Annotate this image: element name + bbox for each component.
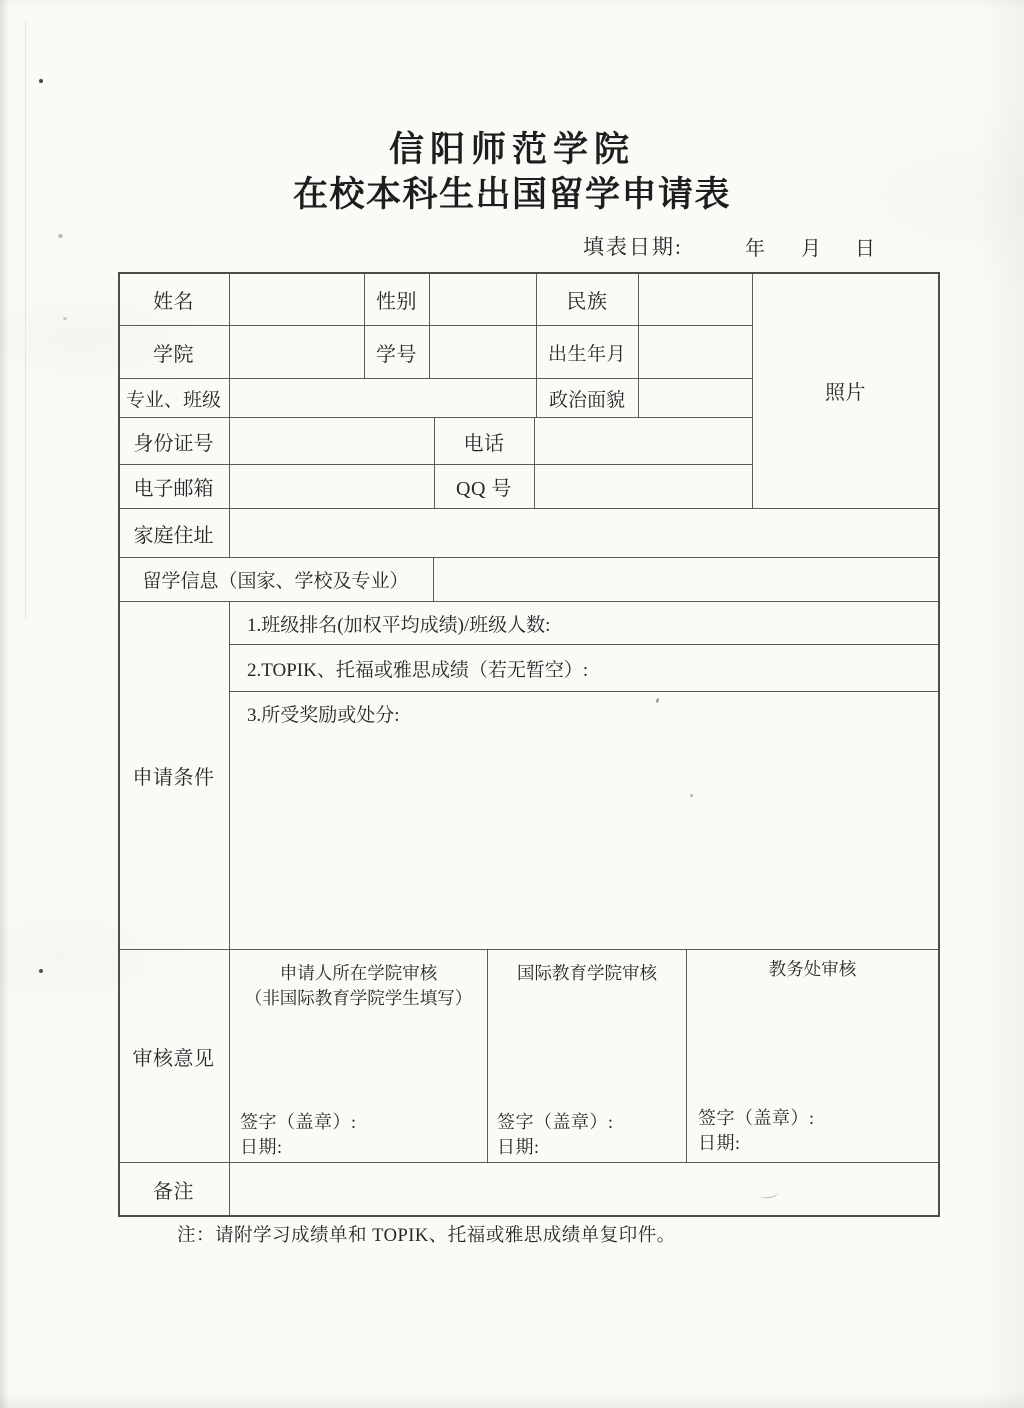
political-status-label: 政治面貌 [548, 389, 625, 411]
phone-value-cell [535, 418, 752, 464]
year-label: 年 [745, 238, 765, 260]
scan-speck [63, 317, 67, 320]
political-status-value-cell [639, 379, 752, 417]
college-review-title-line2: （非国际教育学院学生填写） [244, 988, 473, 1008]
condition-item-1: 1.班级排名(加权平均成绩)/班级人数: [247, 614, 551, 636]
page-title: 信阳师范学院 [388, 130, 635, 169]
month-label: 月 [801, 238, 821, 260]
scan-speck [39, 969, 43, 973]
email-value-cell [230, 465, 434, 508]
study-abroad-info-label: 留学信息（国家、学校及专业） [142, 571, 409, 592]
day-label: 日 [855, 238, 875, 260]
fill-date-label: 填表日期: [583, 235, 683, 259]
academic-office-review-title: 教务处审核 [768, 959, 857, 979]
review-opinions-label: 审核意见 [132, 1047, 215, 1070]
sign-seal-label: 签字（盖章）: [698, 1108, 815, 1128]
condition-item-3: 3.所受奖励或处分: [247, 704, 400, 726]
sign-date-label: 日期: [240, 1136, 283, 1157]
major-class-value-cell [230, 379, 536, 417]
scan-speck [39, 79, 43, 83]
home-address-value-cell [230, 509, 938, 557]
id-number-value-cell [230, 418, 434, 464]
qq-label: QQ 号 [456, 478, 512, 500]
condition-item-2: 2.TOPIK、托福或雅思成绩（若无暂空）: [247, 659, 589, 681]
college-review-title-line1: 申请人所在学院审核 [279, 963, 438, 983]
table-border-bottom [118, 1215, 940, 1217]
intl-college-review-title: 国际教育学院审核 [517, 963, 657, 983]
college-label: 学院 [153, 343, 194, 366]
sign-seal-label: 签字（盖章）: [240, 1112, 357, 1132]
intl-college-review-sign-area [497, 1110, 614, 1159]
ethnicity-label: 民族 [566, 290, 608, 313]
college-review-sign-area [240, 1110, 357, 1159]
gender-value-cell [430, 273, 536, 325]
sign-date-label: 日期: [497, 1136, 540, 1157]
name-value-cell [230, 273, 364, 325]
qq-value-cell [535, 465, 752, 508]
academic-office-review-sign-area [698, 1106, 815, 1155]
footnote: 注：请附学习成绩单和 TOPIK、托福或雅思成绩单复印件。 [177, 1226, 676, 1246]
ethnicity-value-cell [639, 273, 752, 325]
study-abroad-info-value-cell [434, 558, 938, 601]
sign-seal-label: 签字（盖章）: [497, 1112, 614, 1132]
name-label: 姓名 [153, 290, 194, 313]
email-label: 电子邮箱 [133, 478, 214, 500]
student-id-label: 学号 [376, 343, 417, 366]
phone-label: 电话 [463, 432, 505, 455]
birth-date-value-cell [639, 326, 752, 378]
condition-item-3-space [230, 734, 938, 949]
photo-cell: 照片 [825, 382, 866, 404]
page-subtitle: 在校本科生出国留学申请表 [292, 175, 731, 214]
major-class-label: 专业、班级 [125, 389, 221, 411]
student-id-value-cell [430, 326, 536, 378]
scan-edge-line [25, 20, 26, 620]
gender-label: 性别 [376, 290, 417, 313]
college-value-cell [230, 326, 364, 378]
remarks-value-cell [230, 1163, 938, 1215]
home-address-label: 家庭住址 [133, 524, 214, 547]
birth-date-label: 出生年月 [547, 343, 626, 365]
id-number-label: 身份证号 [133, 432, 214, 455]
remarks-label: 备注 [153, 1180, 194, 1203]
sign-date-label: 日期: [698, 1132, 741, 1153]
scan-speck [58, 234, 63, 238]
application-conditions-label: 申请条件 [132, 767, 215, 789]
